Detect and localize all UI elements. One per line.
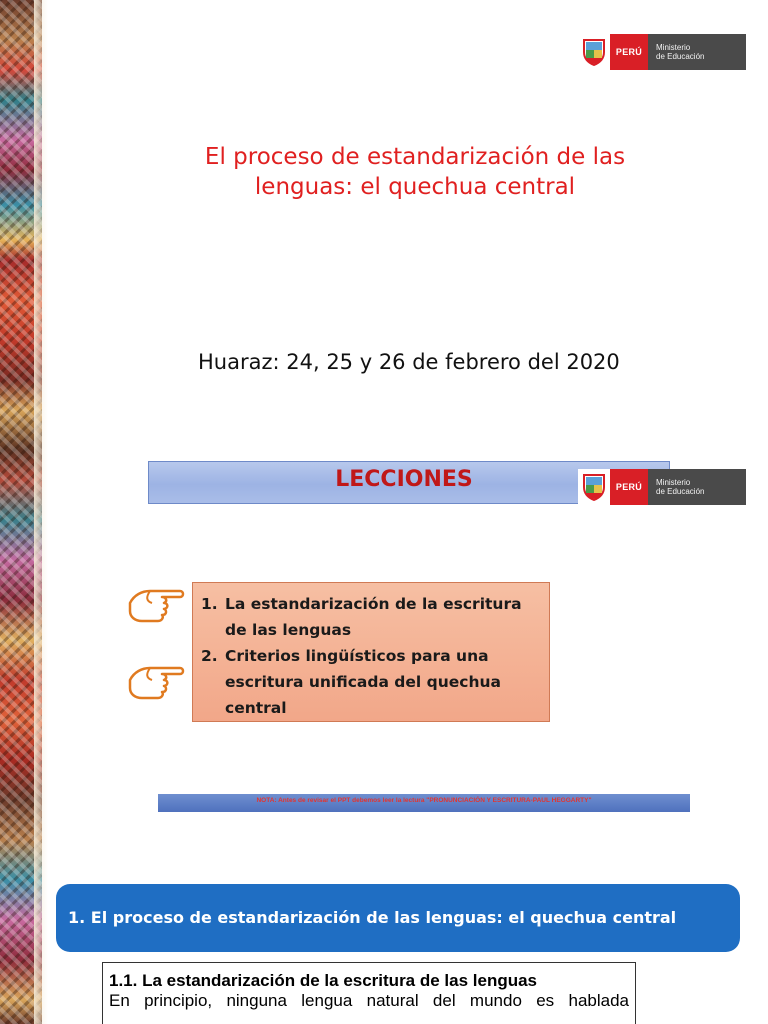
lesson-text: Criterios lingüísticos para una	[225, 647, 489, 665]
title-line2: lenguas: el quechua central	[254, 174, 576, 200]
logo-ministry-label	[648, 34, 746, 70]
coat-of-arms-icon	[578, 34, 610, 70]
lessons-list	[192, 582, 550, 722]
lesson-text: escritura unificada del quechua	[225, 673, 501, 691]
lesson-item	[201, 643, 539, 721]
logo-country-label: PERÚ	[610, 34, 648, 70]
presentation-title	[150, 142, 680, 202]
ministry-logo	[578, 34, 746, 70]
logo-ministry-line2: de Educación	[656, 487, 705, 496]
logo-ministry-line1: Ministerio	[656, 478, 691, 487]
lesson-number: 1.	[201, 595, 218, 613]
excerpt-body: En principio, ninguna lengua natural del mundo es hablada	[109, 991, 629, 1010]
coat-of-arms-icon	[578, 469, 610, 505]
logo-ministry-line2: de Educación	[656, 52, 705, 61]
reading-note: NOTA: Antes de revisar el PPT debemos leer la lectura "PRONUNCIACIÓN Y ESCRITURA-PAUL HEGGARTY"	[158, 794, 690, 812]
ministry-logo-secondary	[578, 469, 746, 505]
excerpt-box	[102, 962, 636, 1024]
logo-ministry-line1: Ministerio	[656, 43, 691, 52]
pointing-hand-icon	[126, 662, 186, 704]
logo-country-label: PERÚ	[610, 469, 648, 505]
logo-ministry-label	[648, 469, 746, 505]
lesson-text: La estandarización de la escritura	[225, 595, 522, 613]
excerpt-subtitle: 1.1. La estandarización de la escritura de las lenguas	[109, 971, 538, 990]
lesson-number: 2.	[201, 647, 218, 665]
lesson-item	[201, 591, 539, 643]
title-line1: El proceso de estandarización de las	[204, 144, 626, 170]
pointing-hand-icon	[126, 585, 186, 627]
lessons-heading: LECCIONES	[335, 467, 473, 492]
lesson-text: central	[225, 699, 287, 717]
event-date: Huaraz: 24, 25 y 26 de febrero del 2020	[198, 350, 620, 374]
section-title: 1. El proceso de estandarización de las lenguas: el quechua central	[56, 884, 740, 952]
textile-border-shade	[34, 0, 48, 1024]
lesson-text: de las lenguas	[225, 621, 352, 639]
